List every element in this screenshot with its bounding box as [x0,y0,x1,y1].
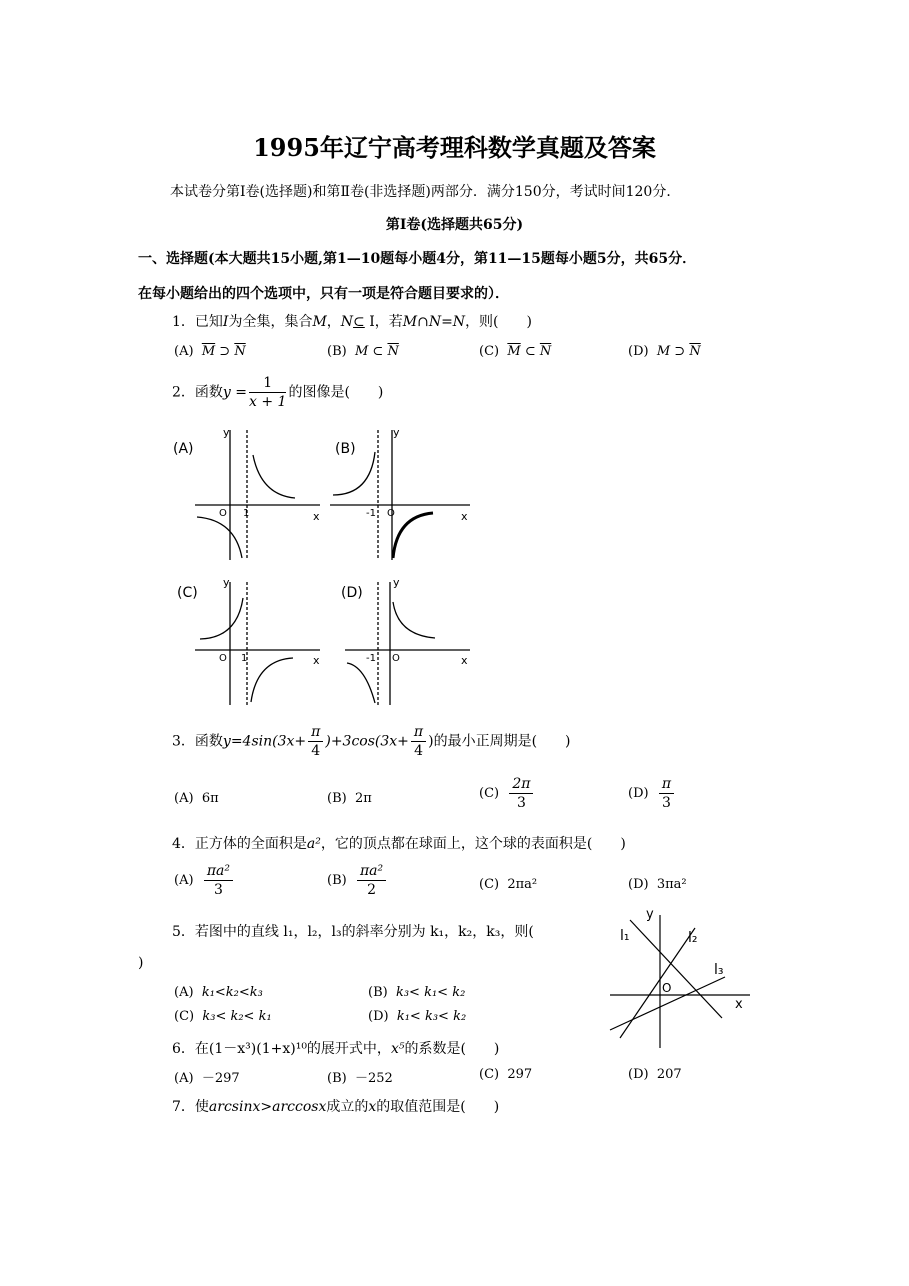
y-label: y [646,907,654,922]
complement-n: $\overline{N}$ [234,344,246,359]
q1-text: 1．已知 [172,314,223,330]
q3-option-c[interactable] [479,775,535,812]
x-label: x [313,510,320,523]
option-value: －297 [201,1071,240,1086]
option-label: (D) [628,786,649,801]
q1-text: 为全集，集合 [228,314,313,330]
q2-fraction [249,374,286,411]
q5-option-c[interactable] [174,1009,272,1024]
q3-option-d[interactable] [628,775,676,812]
option-value: k₁<k₂<k₃ [201,985,263,1000]
fraction-numerator: πa² [357,862,386,881]
q3-fraction [411,723,426,760]
q2-graphs-figure [165,420,485,710]
q3-text: 3．函数 [172,733,223,750]
relation-symbol: ⊃ [219,344,231,359]
origin-label: O [392,653,400,664]
option-label: (C) [174,1009,195,1024]
graph-d-label: (D) [341,585,363,601]
tick-label: -1 [366,653,376,664]
curve-lower [393,513,433,558]
option-value: 2πa² [507,877,538,892]
q1-option-b[interactable] [327,344,399,359]
option-label: (C) [479,786,500,801]
complement-m: $\overline{M}$ [201,344,216,359]
label-l3: l₃ [714,962,724,978]
q2-var-y: y = [222,384,248,401]
y-label: y [223,576,230,589]
q2-text: 的图像是( ) [288,384,384,401]
q4-var-a2: a² [306,836,321,852]
q1-text: ， [326,314,341,330]
option-label: (D) [368,1009,389,1024]
fraction-numerator: 1 [249,374,286,393]
tick-label: 1 [243,508,250,519]
q1-option-d[interactable] [628,344,701,359]
q5-option-d[interactable] [368,1009,466,1024]
q7-text: 成立的 [326,1099,369,1115]
fraction-numerator: 2π [509,775,533,794]
option-label: (A) [174,873,194,888]
q6-option-c[interactable] [479,1067,532,1082]
origin-label: O [387,508,395,519]
q1-subset-symbol: ⊂ [353,314,365,330]
option-label: (A) [174,791,194,806]
q3-text: )的最小正周期是( ) [428,733,571,750]
option-value: k₃< k₂< k₁ [202,1009,272,1024]
q7-var-x: x [368,1099,377,1115]
complement-n: $\overline{N}$ [539,344,552,359]
q4-option-b[interactable] [327,862,388,899]
option-label: (D) [628,877,649,892]
option-label: (C) [479,877,500,892]
option-value: k₃< k₁< k₂ [395,985,466,1000]
option-label: (D) [628,344,649,359]
curve-upper [200,598,243,639]
question-5-stem-close: ) [138,955,144,971]
graph-d[interactable] [345,582,470,705]
q1-condition: M∩N=N [402,314,466,330]
set-m: M [354,344,369,359]
set-m: M [656,344,671,359]
q3-expression: )+3cos(3x+ [325,733,409,750]
tick-label: -1 [366,508,376,519]
q1-text: I，若 [364,314,403,330]
q5-option-a[interactable] [174,985,263,1000]
option-fraction [204,862,233,899]
fraction-denominator: 2 [367,882,377,898]
question-5-stem: 5．若图中的直线 l₁，l₂，l₃的斜率分别为 k₁，k₂，k₃，则( [172,924,534,940]
section-heading: 第Ⅰ卷(选择题共65分) [385,217,524,233]
fraction-numerator: πa² [204,862,233,881]
intro-text: 本试卷分第Ⅰ卷(选择题)和第Ⅱ卷(非选择题)两部分．满分150分，考试时间120分． [170,184,681,200]
x-label: x [461,654,468,667]
q3-option-b[interactable] [327,791,372,806]
fraction-denominator: 3 [661,795,671,811]
instructions-line-2: 在每小题给出的四个选项中，只有一项是符合题目要求的）． [138,286,509,302]
relation-symbol: ⊂ [372,344,384,359]
option-value: －252 [354,1071,393,1086]
x-label: x [313,654,320,667]
option-value: 3πa² [656,877,687,892]
q4-option-c[interactable] [479,877,537,892]
q7-condition: arcsinx>arccosx [208,1099,327,1115]
fraction-denominator: 3 [213,882,223,898]
question-7-stem [172,1096,499,1116]
fraction-numerator: π [659,775,674,794]
q5-option-b[interactable] [368,985,465,1000]
q6-text: 6．在(1－x³)(1+x)¹⁰的展开式中， [172,1041,391,1057]
label-l2: l₂ [688,930,698,946]
q1-var-m: M [312,314,327,330]
option-label: (C) [479,1067,500,1082]
q1-var-n: N [340,314,354,330]
complement-m: $\overline{M}$ [507,344,521,359]
origin-label: O [219,508,227,519]
fraction-numerator: π [308,723,323,742]
curve-upper [393,602,435,638]
q1-option-a[interactable] [174,344,246,359]
q1-var-i: I [222,314,229,330]
y-label: y [223,426,230,439]
q3-option-a[interactable] [174,791,219,806]
relation-symbol: ⊃ [674,344,686,359]
curve-lower [251,658,293,702]
option-fraction [509,775,533,812]
y-label: y [393,576,400,589]
graph-c[interactable] [195,582,320,705]
graph-b-label: (B) [335,441,356,457]
q6-text: 的系数是( ) [404,1041,500,1057]
question-1-stem [172,311,532,331]
fraction-denominator: 3 [516,795,526,811]
y-label: y [393,426,400,439]
option-value: 297 [507,1067,533,1082]
tick-label: 1 [241,653,248,664]
curve-lower [347,663,375,703]
q4-option-a[interactable] [174,862,235,899]
curve-lower [197,517,242,558]
page-title: 1995年辽宁高考理科数学真题及答案 [253,133,656,162]
option-value: 207 [656,1067,682,1082]
fraction-denominator: 4 [311,743,321,759]
q1-option-c[interactable] [479,344,551,359]
fraction-denominator: 4 [414,743,423,759]
option-label: (B) [368,985,388,1000]
q4-text: ，它的顶点都在球面上，这个球的表面积是( ) [320,836,626,852]
curve-upper [333,452,375,495]
option-label: (B) [327,344,347,359]
q4-text: 4．正方体的全面积是 [172,836,307,852]
x-label: x [461,510,468,523]
option-label: (D) [628,1067,649,1082]
q6-var-x5: x⁵ [390,1041,405,1057]
origin-label: O [662,981,672,995]
q2-text: 2．函数 [172,384,223,401]
q1-text: ，则( ) [465,314,532,330]
question-2-stem [172,374,383,411]
option-label: (A) [174,344,194,359]
origin-label: O [219,653,227,664]
curve-upper [253,455,295,498]
option-label: (C) [479,344,500,359]
x-label: x [735,997,743,1012]
option-label: (A) [174,1071,194,1086]
q5-lines-figure [600,900,770,1050]
option-value: 2π [354,791,372,806]
line-l2 [620,928,695,1038]
option-fraction [357,862,386,899]
q7-text: 的取值范围是( ) [376,1099,500,1115]
graph-a-label: (A) [173,441,194,457]
complement-n: $\overline{N}$ [689,344,701,359]
option-label: (B) [327,1071,347,1086]
complement-n: $\overline{N}$ [387,344,399,359]
fraction-denominator: x + 1 [249,394,287,410]
option-value: 6π [201,791,219,806]
q6-option-d[interactable] [628,1067,682,1082]
q6-option-b[interactable] [327,1067,393,1086]
option-fraction [659,775,674,812]
q3-fraction [308,723,323,760]
option-label: (B) [327,873,347,888]
label-l1: l₁ [620,928,630,944]
q6-option-a[interactable] [174,1067,240,1086]
option-value: k₁< k₃< k₂ [396,1009,467,1024]
graph-a[interactable] [195,430,320,560]
relation-symbol: ⊂ [524,344,536,359]
q4-option-d[interactable] [628,877,687,892]
q7-text: 7．使 [172,1099,209,1115]
fraction-numerator: π [411,723,426,742]
option-label: (B) [327,791,347,806]
instructions-line-1: 一、选择题(本大题共15小题,第1—10题每小题4分，第11—15题每小题5分，共65分． [138,251,697,267]
question-3-stem [172,723,571,760]
question-6-stem [172,1038,499,1058]
option-label: (A) [174,985,194,1000]
q3-expression: y=4sin(3x+ [222,733,307,750]
graph-c-label: (C) [177,585,198,601]
question-4-stem [172,833,626,853]
